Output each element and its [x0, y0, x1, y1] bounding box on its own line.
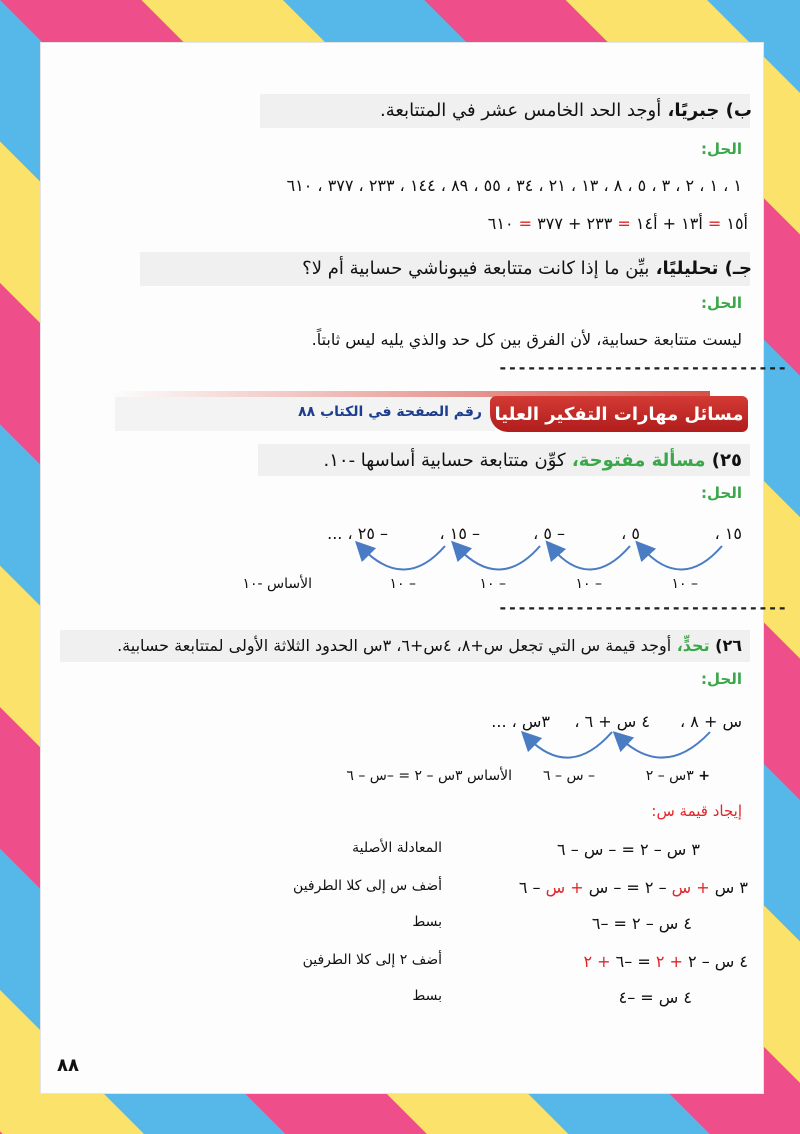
- solution-label: الحل:: [701, 670, 742, 688]
- part-c-text: بيِّن ما إذا كانت متتابعة فيبوناشي حسابية أم لا؟: [302, 258, 650, 279]
- divider: ------------------------------: [498, 598, 787, 617]
- q26-question: [117, 636, 742, 655]
- part-c-question: [302, 258, 752, 279]
- seq-term: ٤ س + ٦ ،: [574, 712, 650, 731]
- step-equation: ٣ س – ٢ = – س – ٦: [557, 840, 700, 859]
- q25-text: كوِّن متتابعة حسابية أساسها -١٠.: [323, 450, 566, 471]
- seq-difference: – س – ٦: [543, 768, 595, 784]
- q25-number: ٢٥): [711, 450, 742, 471]
- eq-sign: =: [617, 214, 631, 233]
- seq-term: ٣س ، ...: [491, 712, 550, 731]
- page-number: ٨٨: [57, 1055, 79, 1076]
- seq-difference: – ١٠: [671, 576, 698, 592]
- eq-term: أ١٣ + أ١٤: [635, 214, 703, 233]
- seq-term: – ١٥ ،: [439, 524, 480, 543]
- difference-text: ٣س – ٢: [645, 768, 694, 784]
- seq-term: س + ٨ ،: [680, 712, 742, 731]
- seq-difference: [646, 768, 710, 784]
- step-equation: ٤ س = –٤: [618, 988, 692, 1007]
- step-equation: ٤ س – ٢ + ٢ = –٦ + ٢: [583, 952, 748, 971]
- divider: ------------------------------: [498, 358, 787, 377]
- common-difference: الأساس ٣س – ٢ = –س – ٦: [346, 768, 512, 784]
- solution-label: الحل:: [701, 294, 742, 312]
- seq-term: – ٢٥ ، ...: [327, 524, 388, 543]
- q26-label: تحدٍّ،: [676, 636, 710, 655]
- step-reason: المعادلة الأصلية: [352, 840, 442, 856]
- eq-sign: =: [707, 214, 722, 233]
- fifteenth-term-equation: [488, 214, 748, 233]
- eq-term: ٢٣٣ + ٣٧٧: [537, 214, 613, 233]
- step-reason: بسط: [412, 914, 442, 930]
- step-reason: بسط: [412, 988, 442, 1004]
- seq-difference: – ١٠: [389, 576, 416, 592]
- part-c-label: جـ) تحليليًا،: [655, 258, 752, 279]
- step-equation: ٤ س – ٢ = –٦: [591, 914, 692, 933]
- step-equation: ٣ س + س – ٢ = – س + س – ٦: [518, 878, 748, 897]
- seq-difference: – ١٠: [575, 576, 602, 592]
- eq-term: أ١٥: [726, 214, 748, 233]
- q25-question: [324, 450, 742, 471]
- part-b-text: أوجد الحد الخامس عشر في المتتابعة.: [380, 100, 662, 121]
- eq-term: ٦١٠: [487, 214, 514, 233]
- seq-difference: – ١٠: [479, 576, 506, 592]
- q26-number: ٢٦): [715, 636, 742, 655]
- seq-term: ٥ ،: [621, 524, 640, 543]
- part-c-answer: ليست متتابعة حسابية، لأن الفرق بين كل حد والذي يليه ليس ثابتاً.: [311, 330, 742, 349]
- find-x-heading: إيجاد قيمة س:: [651, 802, 742, 820]
- eq-sign: =: [518, 214, 533, 233]
- step-reason: أضف ٢ إلى كلا الطرفين: [302, 952, 442, 968]
- q25-label: مسألة مفتوحة،: [571, 450, 706, 471]
- q26-text: أوجد قيمة س التي تجعل س+٨، ٤س+٦، ٣س الحدود الثلاثة الأولى لمتتابعة حسابية.: [117, 636, 672, 655]
- seq-term: – ٥ ،: [533, 524, 565, 543]
- seq-term: ١٥ ،: [714, 524, 742, 543]
- solution-label: الحل:: [701, 140, 742, 158]
- solution-label: الحل:: [701, 484, 742, 502]
- part-b-question: [380, 100, 752, 121]
- page-sheet: [40, 42, 764, 1094]
- section-banner-title: مسائل مهارات التفكير العليا: [490, 396, 748, 432]
- fibonacci-sequence: ١ ، ١ ، ٢ ، ٣ ، ٥ ، ٨ ، ١٣ ، ٢١ ، ٣٤ ، ٥٥ ، ٨٩ ، ١٤٤ ، ٢٣٣ ، ٣٧٧ ، ٦١٠: [286, 176, 742, 195]
- plus-sign: +: [698, 768, 710, 784]
- common-difference: الأساس -١٠: [242, 576, 312, 592]
- part-b-label: ب) جبريًا،: [667, 100, 752, 121]
- page-reference: رقم الصفحة في الكتاب ٨٨: [298, 404, 482, 420]
- step-reason: أضف س إلى كلا الطرفين: [293, 878, 442, 894]
